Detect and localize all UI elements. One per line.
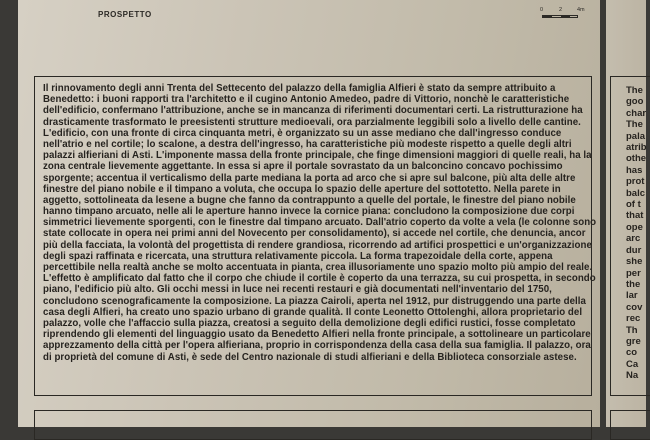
side-text-line: dur [626, 244, 642, 256]
side-text-line: atrib [626, 142, 647, 154]
side-text-line: rec [626, 313, 641, 325]
side-text-line: cov [626, 301, 643, 313]
text-line: aggetto, sottolineata da lesene a bugne che fanno da contrappunto a quelle del portale, le finestre del piano nobile [43, 194, 576, 206]
text-line: palazzo, volle che l'affaccio sulla piazza, creatosi a seguito della demolizione degli edifici rustici, fosse completato [43, 317, 576, 329]
side-next-box [610, 410, 650, 440]
side-text-line: lar [626, 290, 638, 302]
text-line: finestre del piano nobile e il timpano a voluta, che occupa lo spazio delle aperture del sottotetto. Nella parete in [43, 183, 561, 195]
side-text-line: ope [626, 221, 643, 233]
side-text-line: per [626, 267, 641, 279]
text-line: zona centrale lievemente aggettante. In essa si apre il portale sovrastato da un balconcino concavo pochissimo [43, 161, 563, 173]
side-panel-english [606, 0, 646, 427]
scale-label-start: 0 [540, 7, 544, 13]
text-line: apprezzamento della città per l'opera alfieriana, proprio in corrispondenza della casa della sua famiglia. Il palazzo, ora [43, 340, 591, 352]
side-text-line: char [626, 107, 647, 119]
text-line: dell'edificio, confermano l'attribuzione, anche se in mancanza di riferimenti documentari certi. La ristrutturazione ha [43, 105, 583, 117]
text-line: concludono scenograficamente la composizione. La piazza Cairoli, aperta nel 1912, pur distruggendo una parte della [43, 295, 586, 307]
scale-graphic [542, 15, 578, 18]
side-text-line: of t [626, 199, 641, 211]
text-line: di proprietà del comune di Asti, è sede del Centro nazionale di studi alfieriani e della Biblioteca consorziale astese. [43, 351, 577, 363]
side-text-line: pala [626, 130, 646, 142]
side-text-line: The [626, 119, 643, 131]
side-text-line: the [626, 278, 641, 290]
info-panel [18, 0, 600, 427]
text-line: più della facciata, la volontà del progettista di rendere grandiosa, ricorrendo ad artifici prospettici e un'organizzazione [43, 239, 592, 251]
text-line: L'edificio, con una fronte di circa cinquanta metri, è organizzato su un asse mediano che dall'ingresso conduce [43, 127, 562, 139]
side-text-line: that [626, 210, 644, 222]
text-line: simmetrici lievemente sporgenti, con le finestre dal timpano arcuato. Dall'atrio coperto da volte a vela (le colonne sono [43, 217, 597, 229]
side-text-line: she [626, 256, 643, 268]
text-line: sporgente; accentua il verticalismo della parte mediana la porta ad arco che si apre sul balcone, più alta delle altre [43, 172, 576, 184]
side-text-box [610, 76, 650, 396]
text-line: percettibile nella realtà anche se molto accentuata in pianta, crea illusoriamente uno spazio molto più ampio del reale. [43, 262, 593, 273]
text-line: riprendendo gli elementi del linguaggio usato da Benedetto Alfieri nella fronte principale, a sottolineare un particolare [43, 329, 591, 341]
text-line: Benedetto: i buoni rapporti tra l'architetto e il cugino Antonio Amedeo, padre di Vittorio, nonchè le caratteristiche [43, 94, 570, 106]
side-text-line: arc [626, 233, 641, 245]
side-text-line: co [626, 347, 638, 359]
text-line: hanno timpano arcuato, nelle ali le aperture hanno invece la cornice piana: concludono la composizione due corpi [43, 206, 575, 218]
side-text-line: Th [626, 324, 638, 336]
side-text-line: has [626, 164, 643, 176]
side-text-line: prot [626, 176, 645, 188]
scale-label-mid: 2 [559, 7, 563, 13]
side-text-line: othe [626, 153, 647, 165]
text-line: palazzi alfieriani di Asti. L'imponente massa della fronte principale, che finge dimensioni maggiori di quelle reali, ha la [43, 150, 592, 162]
text-line: drasticamente trasformato le preesistenti strutture medioevali, ora parzialmente leggibili solo a livello delle cantine. [43, 116, 581, 128]
text-line: L'effetto è amplificato dal fatto che il corpo che chiude il cortile è coperto da una terrazza, su cui prospetta, in secondo [43, 273, 596, 285]
text-line: casa degli Alfieri, ha creato uno spazio urbano di grande qualità. Il conte Leonetto Ottolenghi, allora proprietario del [43, 306, 583, 318]
text-line: Il rinnovamento degli anni Trenta del Settecento del palazzo della famiglia Alfieri è stato da sempre attribuito a [43, 83, 556, 94]
text-line: nell'atrio e nel cortile; lo scalone, a destra dell'ingresso, ha caratteristiche più modeste rispetto a quelle degli altri [43, 138, 572, 150]
side-text-line: The [626, 85, 643, 96]
text-line: state collocate in opera nei primi anni del Novecento per consolidamento), si accede nel cortile, che denuncia, ancor [43, 228, 586, 240]
scale-bar [540, 7, 592, 21]
text-line: degli spazi raffinata e ricercata, una struttura relativamente piccola. La forma trapezoidale della corte, appena [43, 250, 553, 262]
side-text-line: Na [626, 370, 639, 382]
side-text-line: gre [626, 335, 641, 347]
description-text-box [34, 76, 597, 396]
next-text-box [34, 410, 592, 440]
side-text-line: goo [626, 96, 644, 108]
scale-label-end: 4m [577, 7, 585, 13]
side-text-line: Ca [626, 358, 639, 370]
side-text-line: balc [626, 187, 646, 199]
panel-title: PROSPETTO [98, 10, 152, 19]
text-line: piano, l'edificio più alto. Gli occhi messi in luce nei recenti restauri e già documentati nell'inventario del 1750, [43, 284, 552, 296]
